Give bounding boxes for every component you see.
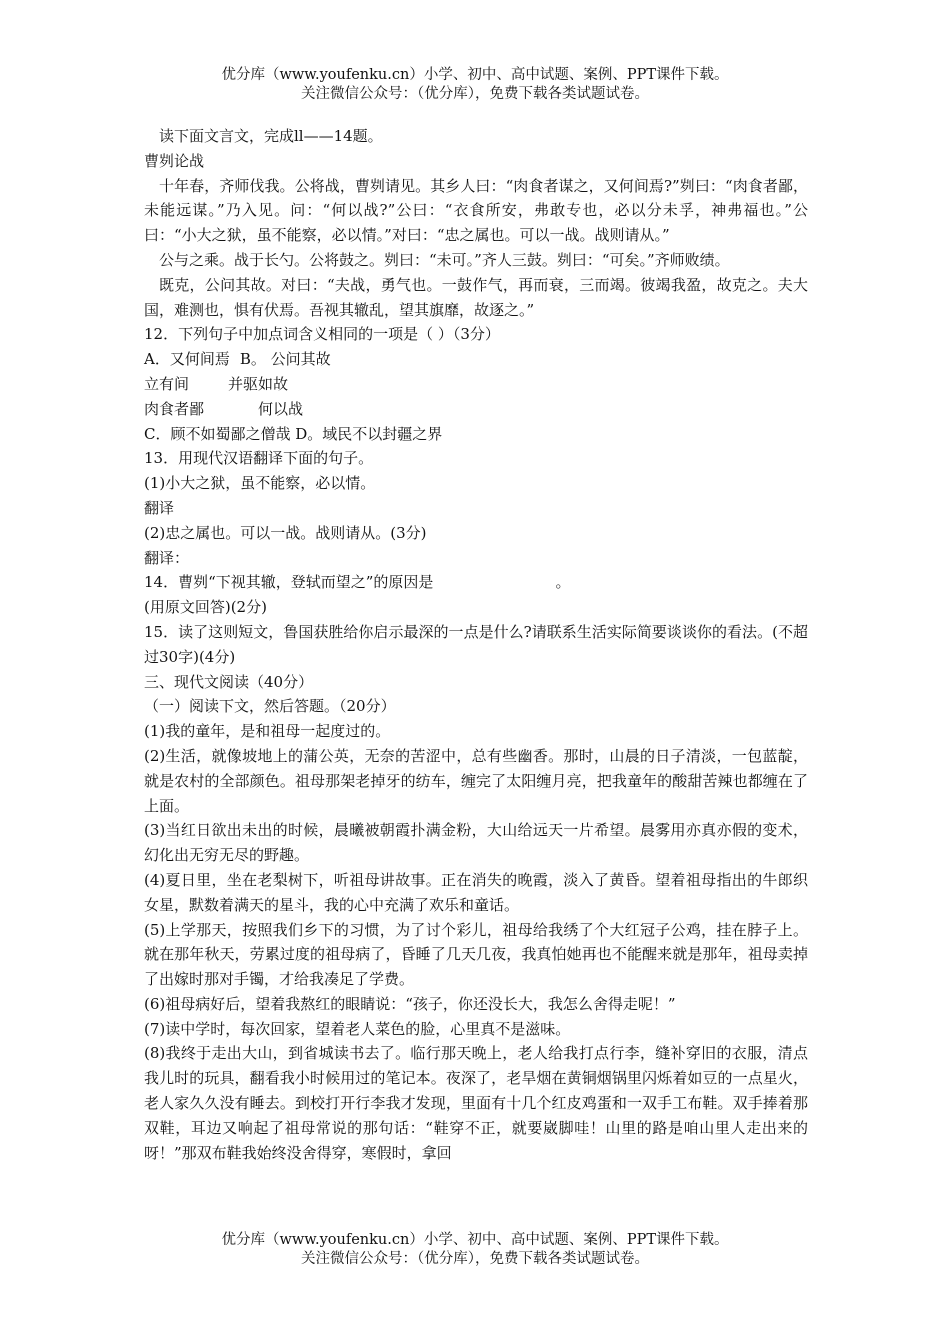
footer-line-2: 关注微信公众号：（优分库），免费下载各类试题试卷。 [301,1251,649,1267]
question-13-part-1: (1)小大之狱，虽不能察，必以情。 [144,474,376,493]
modern-paragraph-2: (2)生活，就像坡地上的蒲公英，无奈的苦涩中，总有些幽香。那时，山晨的日子清淡，一包蓝靛，就是农村的全部颜色。祖母那架老掉牙的纺车，缠完了太阳缠月亮，把我童年的酸甜苦辣也都缠在了上面。 [144,746,808,815]
document-body [144,124,808,1165]
question-14-note: (用原文回答)(2分) [144,598,267,617]
option-a-compare-2: 肉食者鄙 [144,399,205,418]
option-b-compare-2: 何以战 [258,399,304,418]
modern-paragraph-5: (5)上学那天，按照我们乡下的习惯，为了讨个彩儿，祖母给我绣了个大红冠子公鸡，挂在脖子上。就在那年秋天，劳累过度的祖母病了，昏睡了几天几夜，我真怕她再也不能醒来就是那年，祖母卖掉了出嫁时那对手镯，才给我凑足了学费。 [144,920,808,989]
modern-paragraph-8: (8)我终于走出大山，到省城读书去了。临行那天晚上，老人给我打点行李，缝补穿旧的衣服，清点我儿时的玩具，翻看我小时候用过的笔记本。夜深了，老旱烟在黄铜烟锅里闪烁着如豆的一点星火，老人家久久没有睡去。到校打开行李我才发现，里面有十几个红皮鸡蛋和一双手工布鞋。双手捧着那双鞋，耳边又响起了祖母常说的那句话：“鞋穿不正，就要崴脚哇！山里的路是咱山里人走出来的呀！”那双布鞋我始终没舍得穿，寒假时，拿回 [144,1044,808,1162]
question-12: 12．下列句子中加点词含义相同的一项是（ ）（3分） [144,325,500,344]
translation-label-2: 翻译： [144,548,190,567]
passage-paragraph-2: 公与之乘。战于长勺。公将鼓之。刿曰：“未可。”齐人三鼓。刿曰：“可矣。”齐师败绩。 [159,250,730,269]
modern-paragraph-6: (6)祖母病好后，望着我熬红的眼睛说：“孩子，你还没长大，我怎么舍得走呢！” [144,994,676,1013]
page-header [0,66,950,104]
subsection-heading: （一）阅读下文，然后答题。（20分） [144,697,396,716]
question-14 [144,570,808,595]
modern-paragraph-7: (7)读中学时，每次回家，望着老人菜色的脸，心里真不是滋味。 [144,1019,571,1038]
modern-paragraph-4: (4)夏日里，坐在老梨树下，听祖母讲故事。正在消失的晚霞，淡入了黄昏。望着祖母指出的牛郎织女星，默数着满天的星斗，我的心中充满了欢乐和童话。 [144,870,808,914]
question-14-end: 。 [555,573,571,592]
option-a: A．又何间焉 [144,350,230,369]
reading-instruction: 读下面文言文，完成ll——14题。 [159,127,383,145]
translation-label-1: 翻译 [144,498,175,517]
passage-title: 曹刿论战 [144,151,205,170]
question-12-row-2 [144,372,808,397]
question-12-options-cd: C．顾不如蜀鄙之僧哉 D。域民不以封疆之界 [144,424,443,443]
question-13: 13．用现代汉语翻译下面的句子。 [144,449,374,468]
question-15: 15．读了这则短文，鲁国获胜给你启示最深的一点是什么?请联系生活实际简要谈谈你的看法。(不超过30字)(4分) [144,622,808,666]
header-line-1: 优分库（www.youfenku.cn）小学、初中、高中试题、案例、PPT课件下载。 [221,67,729,83]
question-14-text: 14．曹刿“下视其辙，登轼而望之”的原因是 [144,573,434,592]
question-12-row-3 [144,397,808,422]
option-b: B。 公问其故 [239,350,331,369]
passage-paragraph-3: 既克，公问其故。对曰：“夫战，勇气也。一鼓作气，再而衰，三而竭。彼竭我盈，故克之。夫大国，难测也，惧有伏焉。吾视其辙乱，望其旗靡，故逐之。” [144,275,808,319]
footer-line-1: 优分库（www.youfenku.cn）小学、初中、高中试题、案例、PPT课件下载。 [221,1232,729,1248]
question-12-row-1 [144,347,808,372]
modern-paragraph-3: (3)当红日欲出未出的时候，晨曦被朝霞扑满金粉，大山给远天一片希望。晨雾用亦真亦假的变术，幻化出无穷无尽的野趣。 [144,821,808,865]
page-footer [0,1231,950,1269]
option-a-compare: 立有间 [144,374,190,393]
question-13-part-2: (2)忠之属也。可以一战。战则请从。(3分) [144,523,427,542]
passage-paragraph-1: 十年春，齐师伐我。公将战，曹刿请见。其乡人曰：“肉食者谋之，又何间焉?”刿曰：“肉食者鄙，未能远谋。”乃入见。问：“何以战?”公曰：“衣食所安，弗敢专也，必以分未孚，神弗福也。”公曰：“小大之狱，虽不能察，必以情。”对曰：“忠之属也。可以一战。战则请从。” [144,176,808,245]
header-line-2: 关注微信公众号：（优分库），免费下载各类试题试卷。 [301,86,649,102]
option-b-compare: 并驱如故 [228,374,289,393]
modern-paragraph-1: (1)我的童年，是和祖母一起度过的。 [144,722,391,741]
section-heading: 三、现代文阅读（40分） [144,672,314,691]
